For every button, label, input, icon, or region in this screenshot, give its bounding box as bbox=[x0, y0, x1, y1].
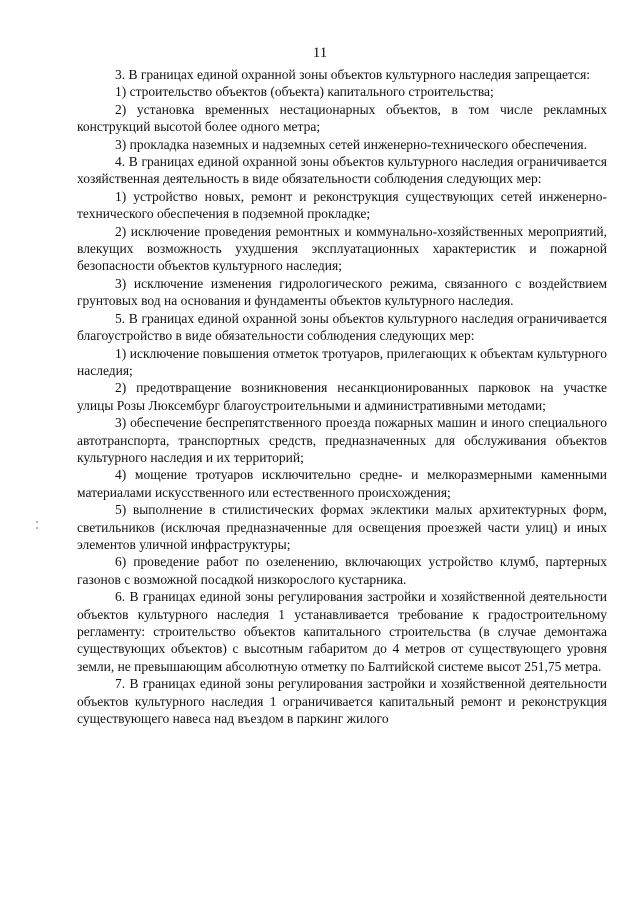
scan-speck bbox=[36, 521, 38, 523]
paragraph-item-6: 6. В границах единой зоны регулирования застройки и хозяйственной деятельности объектов культурного наследия 1 устанавливается требование к градостроительному регламенту: строительство объектов капитального строительства (в случае демонтажа существующих объектов) с высотным габаритом до 4 метров от существующего уровня земли, не превышающим абсолютную отметку по Балтийской системе высот 251,75 метра. bbox=[77, 589, 607, 674]
paragraph-subitem-5-3: 3) обеспечение беспрепятственного проезда пожарных машин и иного специального автотранспорта, транспортных средств, предназначенных для обслуживания объектов культурного наследия и их территорий; bbox=[77, 415, 607, 465]
paragraph-subitem-5-5: 5) выполнение в стилистических формах эклектики малых архитектурных форм, светильников (исключая предназначенные для освещения проезжей части улиц) и иных элементов уличной инфраструктуры; bbox=[77, 502, 607, 552]
paragraph-subitem-5-2: 2) предотвращение возникновения несанкционированных парковок на участке улицы Розы Люксембург благоустроительными и административными методами; bbox=[77, 380, 607, 413]
paragraph-item-5: 5. В границах единой охранной зоны объектов культурного наследия ограничивается благоустройство в виде обязательности соблюдения следующих мер: bbox=[77, 310, 607, 344]
paragraph-subitem-4-3: 3) исключение изменения гидрологического режима, связанного с воздействием грунтовых вод на основания и фундаменты объектов культурного наследия. bbox=[77, 275, 607, 309]
document-body bbox=[77, 66, 607, 727]
paragraph-item-7: 7. В границах единой зоны регулирования застройки и хозяйственной деятельности объектов культурного наследия 1 ограничивается капитальный ремонт и реконструкция существующего навеса над въездом в паркинг жилого bbox=[77, 676, 607, 727]
paragraph-subitem-3-3: 3) прокладка наземных и надземных сетей инженерно-технического обеспечения. bbox=[115, 136, 587, 152]
paragraph-subitem-5-1: 1) исключение повышения отметок тротуаров, прилегающих к объектам культурного наследия; bbox=[77, 345, 607, 378]
paragraph-subitem-5-4: 4) мощение тротуаров исключительно средне- и мелкоразмерными каменными материалами искусственного или естественного происхождения; bbox=[77, 467, 607, 500]
page-number: 11 bbox=[312, 45, 328, 61]
paragraph-subitem-4-2: 2) исключение проведения ремонтных и коммунально-хозяйственных мероприятий, влекущих возможность ухудшения эксплуатационных характеристик и пожарной безопасности объектов культурного наследия; bbox=[77, 223, 607, 274]
paragraph-subitem-3-1: 1) строительство объектов (объекта) капитального строительства; bbox=[115, 84, 494, 100]
paragraph-item-3: 3. В границах единой охранной зоны объектов культурного наследия запрещается: bbox=[115, 67, 591, 82]
paragraph-subitem-3-2: 2) установка временных нестационарных объектов, в том числе рекламных конструкций высотой более одного метра; bbox=[77, 101, 607, 135]
scan-speck bbox=[36, 527, 38, 529]
paragraph-subitem-5-6: 6) проведение работ по озеленению, включающих устройство клумб, партерных газонов с возможной посадкой низкорослого кустарника. bbox=[77, 554, 607, 587]
paragraph-item-4: 4. В границах единой охранной зоны объектов культурного наследия ограничивается хозяйственная деятельность в виде обязательности соблюдения следующих мер: bbox=[77, 154, 607, 187]
paragraph-subitem-4-1: 1) устройство новых, ремонт и реконструкция существующих сетей инженерно-технического обеспечения в подземной прокладке; bbox=[77, 188, 607, 222]
